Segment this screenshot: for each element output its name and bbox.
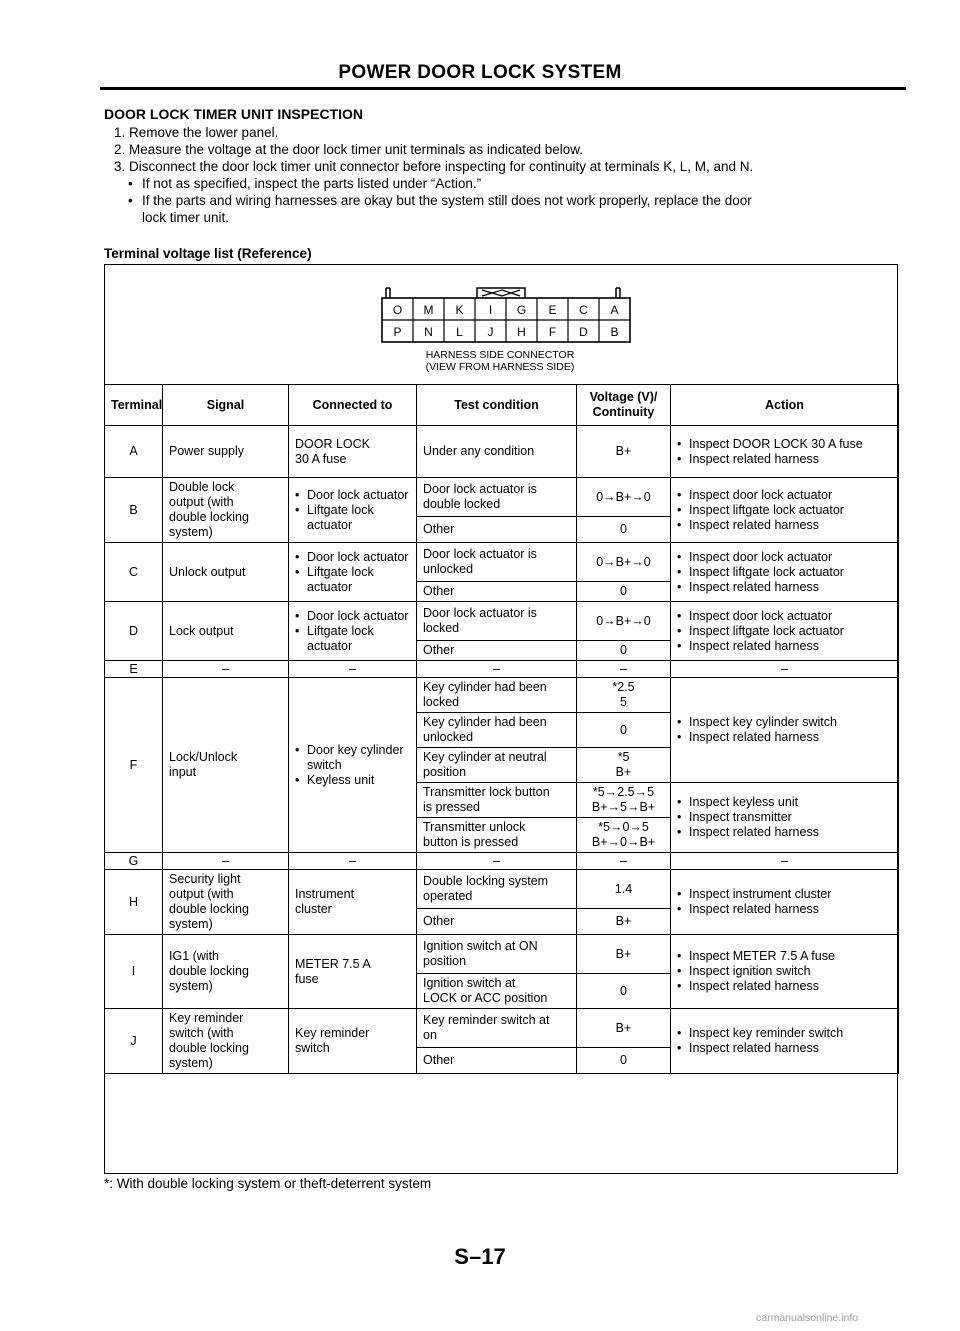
condition-line: Door lock actuator is [423, 606, 537, 620]
action-cell [671, 1009, 899, 1074]
value-cell: B+ [577, 1009, 671, 1048]
terminal-cell: A [105, 426, 163, 478]
table-header-row [105, 385, 899, 426]
condition-line: on [423, 1028, 437, 1042]
connected-item: • Liftgate lock actuator [295, 565, 410, 595]
connected-cell [289, 543, 417, 602]
action-cell: – [671, 853, 899, 870]
connected-cell [289, 870, 417, 935]
signal-line: system) [169, 979, 213, 993]
condition-line: Key cylinder had been [423, 715, 547, 729]
connector-caption-2: (VIEW FROM HARNESS SIDE) [425, 361, 575, 373]
connected-line: Instrument [295, 887, 355, 901]
pin-K: K [455, 303, 464, 317]
connected-item: • Door key cylinder switch [295, 743, 410, 773]
action-cell [671, 678, 899, 783]
pin-B: B [610, 325, 619, 339]
signal-cell [163, 935, 289, 1009]
action-item: • Inspect key cylinder switch [677, 715, 892, 730]
terminal-cell: J [105, 1009, 163, 1074]
condition-line: operated [423, 889, 473, 903]
condition-line: Ignition switch at [423, 976, 516, 990]
action-item: • Inspect related harness [677, 730, 892, 745]
value-cell: 0→B+→0 [577, 478, 671, 517]
table-row [105, 478, 899, 517]
condition-line: Door lock actuator is [423, 547, 537, 561]
value-cell: 0 [577, 641, 671, 661]
value-line: *2.5 [612, 680, 635, 694]
table-row [105, 1009, 899, 1048]
pin-J: J [487, 325, 494, 339]
footnote: *: With double locking system or theft-deterrent system [104, 1176, 432, 1191]
condition-cell [417, 783, 577, 818]
terminal-cell: E [105, 661, 163, 678]
condition-line: Double locking system [423, 874, 549, 888]
action-item: • Inspect ignition switch [677, 964, 892, 979]
action-item: • Inspect METER 7.5 A fuse [677, 949, 892, 964]
connected-item: • Keyless unit [295, 773, 410, 788]
signal-cell: – [163, 853, 289, 870]
bullet-replace-line2: lock timer unit. [142, 210, 230, 225]
value-cell: 0 [577, 713, 671, 748]
header-test-condition: Test condition [417, 385, 577, 426]
condition-cell: Other [417, 641, 577, 661]
signal-line: double locking [169, 964, 249, 978]
terminal-cell: I [105, 935, 163, 1009]
action-item: • Inspect related harness [677, 452, 892, 467]
value-line: B+→0→B+ [591, 835, 656, 849]
header-signal: Signal [163, 385, 289, 426]
step-2: 2. Measure the voltage at the door lock timer unit terminals as indicated below. [114, 142, 583, 157]
condition-line: is pressed [423, 800, 480, 814]
condition-cell [417, 818, 577, 853]
action-item: • Inspect related harness [677, 580, 892, 595]
signal-cell: – [163, 661, 289, 678]
condition-line: locked [423, 621, 460, 635]
action-item: • Inspect liftgate lock actuator [677, 565, 892, 580]
value-cell: 0→B+→0 [577, 602, 671, 641]
action-item: • Inspect related harness [677, 518, 892, 533]
condition-line: button is pressed [423, 835, 519, 849]
connector-lock-tab [477, 288, 525, 298]
value-cell [577, 678, 671, 713]
header-voltage-2: Continuity [592, 405, 655, 419]
condition-line: Key cylinder at neutral [423, 750, 547, 764]
value-line: B+ [615, 765, 632, 779]
watermark: carmanualsonline.info [756, 1312, 859, 1324]
table-row [105, 661, 899, 678]
value-cell [577, 783, 671, 818]
header-connected-to: Connected to [289, 385, 417, 426]
action-item: • Inspect door lock actuator [677, 550, 892, 565]
condition-line: Key cylinder had been [423, 680, 547, 694]
signal-line: IG1 (with [169, 949, 220, 963]
condition-cell: Other [417, 909, 577, 935]
signal-line: Double lock [169, 480, 235, 494]
condition-line: Ignition switch at ON [423, 939, 538, 953]
condition-line: position [423, 954, 467, 968]
signal-line: system) [169, 917, 213, 931]
condition-line: Door lock actuator is [423, 482, 537, 496]
connected-item: • Door lock actuator [295, 488, 410, 503]
condition-cell [417, 1009, 577, 1048]
action-item: • Inspect door lock actuator [677, 488, 892, 503]
condition-cell [417, 543, 577, 582]
condition-cell [417, 974, 577, 1009]
condition-cell: – [417, 661, 577, 678]
pin-F: F [548, 325, 557, 339]
terminal-voltage-table [104, 384, 899, 1074]
header-rule [100, 87, 906, 90]
pin-A: A [610, 303, 619, 317]
step-bullets [114, 175, 904, 226]
page-number: S–17 [454, 1244, 506, 1269]
value-cell: B+ [577, 909, 671, 935]
table-row [105, 870, 899, 909]
value-cell: – [577, 853, 671, 870]
condition-line: Transmitter unlock [423, 820, 526, 834]
connected-line: DOOR LOCK [295, 436, 371, 451]
procedure-steps [114, 124, 904, 226]
action-item: • Inspect key reminder switch [677, 1026, 892, 1041]
connector-left-latch [386, 288, 390, 298]
signal-line: Key reminder [169, 1011, 244, 1025]
connected-cell [289, 426, 417, 478]
connected-line: Key reminder [295, 1026, 370, 1040]
table-row [105, 853, 899, 870]
connected-item: • Liftgate lock actuator [295, 624, 410, 654]
signal-line: double locking [169, 902, 249, 916]
pin-P: P [393, 325, 402, 339]
signal-cell [163, 1009, 289, 1074]
connected-line: 30 A fuse [295, 451, 347, 466]
value-cell: 0 [577, 517, 671, 543]
value-cell: 0 [577, 582, 671, 602]
action-cell [671, 543, 899, 602]
value-cell: 0 [577, 974, 671, 1009]
condition-cell: Under any condition [417, 426, 577, 478]
condition-cell: Other [417, 1048, 577, 1074]
header-voltage [577, 385, 671, 426]
signal-cell [163, 678, 289, 853]
value-cell: – [577, 661, 671, 678]
action-item: • Inspect related harness [677, 639, 892, 654]
action-item: • Inspect DOOR LOCK 30 A fuse [677, 437, 892, 452]
condition-line: Key reminder switch at [423, 1013, 550, 1027]
value-cell [577, 748, 671, 783]
pin-D: D [579, 325, 588, 339]
connected-cell [289, 1009, 417, 1074]
value-line: *5→2.5→5 [592, 785, 655, 799]
bullet-not-specified: • If not as specified, inspect the parts listed under “Action.” [128, 175, 904, 192]
connected-item: • Door lock actuator [295, 609, 410, 624]
action-item: • Inspect related harness [677, 902, 892, 917]
condition-line: unlocked [423, 562, 474, 576]
condition-line: position [423, 765, 467, 779]
header-voltage-1: Voltage (V)/ [589, 390, 658, 404]
condition-cell [417, 713, 577, 748]
pin-I: I [488, 303, 493, 317]
signal-cell: Lock output [163, 602, 289, 661]
value-line: 5 [620, 695, 627, 709]
connected-line: METER 7.5 A [295, 956, 371, 971]
value-line: *5→0→5 [598, 820, 649, 834]
action-cell: – [671, 661, 899, 678]
action-item: • Inspect keyless unit [677, 795, 892, 810]
connector-right-latch [616, 288, 620, 298]
pin-H: H [517, 325, 526, 339]
signal-line: Lock/Unlock [169, 750, 238, 764]
action-cell [671, 602, 899, 661]
connected-cell: – [289, 661, 417, 678]
action-item: • Inspect door lock actuator [677, 609, 892, 624]
connected-cell [289, 602, 417, 661]
step-1: 1. Remove the lower panel. [114, 125, 279, 140]
action-item: • Inspect liftgate lock actuator [677, 503, 892, 518]
table-row [105, 935, 899, 974]
terminal-cell: D [105, 602, 163, 661]
value-cell: 0 [577, 1048, 671, 1074]
condition-cell [417, 870, 577, 909]
connected-cell: – [289, 853, 417, 870]
signal-line: input [169, 765, 197, 779]
connected-cell [289, 478, 417, 543]
pin-O: O [392, 303, 403, 317]
signal-line: switch (with [169, 1026, 234, 1040]
connector-lock-cross [482, 290, 520, 296]
signal-line: double locking [169, 510, 249, 524]
step-3: 3. Disconnect the door lock timer unit connector before inspecting for continuity at terminals K, L, M, and N. [114, 159, 754, 174]
condition-cell [417, 935, 577, 974]
condition-line: LOCK or ACC position [423, 991, 548, 1005]
signal-line: Security light [169, 872, 241, 886]
page-title: POWER DOOR LOCK SYSTEM [338, 62, 622, 83]
connected-item: • Liftgate lock actuator [295, 503, 410, 533]
pin-C: C [579, 303, 588, 317]
condition-cell [417, 478, 577, 517]
signal-cell: Unlock output [163, 543, 289, 602]
pin-N: N [424, 325, 433, 339]
signal-cell [163, 870, 289, 935]
terminal-cell: C [105, 543, 163, 602]
value-cell: B+ [577, 935, 671, 974]
action-item: • Inspect related harness [677, 825, 892, 840]
table-row [105, 543, 899, 582]
action-cell [671, 935, 899, 1009]
condition-cell: – [417, 853, 577, 870]
value-cell: 1.4 [577, 870, 671, 909]
table-row [105, 602, 899, 641]
connected-line: fuse [295, 971, 319, 986]
condition-line: double locked [423, 497, 501, 511]
pin-L: L [456, 325, 463, 339]
action-cell [671, 783, 899, 853]
signal-cell [163, 478, 289, 543]
connector-caption-1: HARNESS SIDE CONNECTOR [425, 349, 575, 361]
header-terminal: Terminal [105, 385, 163, 426]
terminal-cell: F [105, 678, 163, 853]
pin-G: G [516, 303, 527, 317]
connected-cell [289, 935, 417, 1009]
condition-cell: Other [417, 517, 577, 543]
signal-line: system) [169, 525, 213, 539]
action-item: • Inspect instrument cluster [677, 887, 892, 902]
section-title: DOOR LOCK TIMER UNIT INSPECTION [104, 106, 363, 122]
terminal-cell: G [105, 853, 163, 870]
condition-cell [417, 678, 577, 713]
value-line: B+→5→B+ [591, 800, 656, 814]
pin-M: M [423, 303, 434, 317]
connector-diagram [104, 266, 898, 384]
pin-E: E [548, 303, 557, 317]
action-item: • Inspect related harness [677, 1041, 892, 1056]
signal-line: output (with [169, 495, 234, 509]
action-item: • Inspect transmitter [677, 810, 892, 825]
condition-cell: Other [417, 582, 577, 602]
connected-item: • Door lock actuator [295, 550, 410, 565]
condition-line: Transmitter lock button [423, 785, 550, 799]
terminal-cell: B [105, 478, 163, 543]
value-line: *5 [617, 750, 630, 764]
value-cell: B+ [577, 426, 671, 478]
action-cell [671, 478, 899, 543]
value-cell [577, 818, 671, 853]
condition-line: locked [423, 695, 460, 709]
signal-cell: Power supply [163, 426, 289, 478]
action-cell [671, 426, 899, 478]
action-item: • Inspect related harness [677, 979, 892, 994]
value-cell: 0→B+→0 [577, 543, 671, 582]
action-item: • Inspect liftgate lock actuator [677, 624, 892, 639]
signal-line: system) [169, 1056, 213, 1070]
bullet-replace-line1: If the parts and wiring harnesses are okay but the system still does not work properly, replace the door [142, 193, 752, 208]
header-action: Action [671, 385, 899, 426]
bullet-replace-unit [128, 192, 904, 226]
connected-line: switch [295, 1041, 330, 1055]
condition-line: unlocked [423, 730, 474, 744]
connected-cell [289, 678, 417, 853]
table-row [105, 426, 899, 478]
action-cell [671, 870, 899, 935]
signal-line: output (with [169, 887, 234, 901]
terminal-cell: H [105, 870, 163, 935]
condition-cell [417, 602, 577, 641]
signal-line: double locking [169, 1041, 249, 1055]
terminal-list-title: Terminal voltage list (Reference) [104, 246, 312, 261]
connected-line: cluster [295, 902, 332, 916]
condition-cell [417, 748, 577, 783]
table-row [105, 678, 899, 713]
